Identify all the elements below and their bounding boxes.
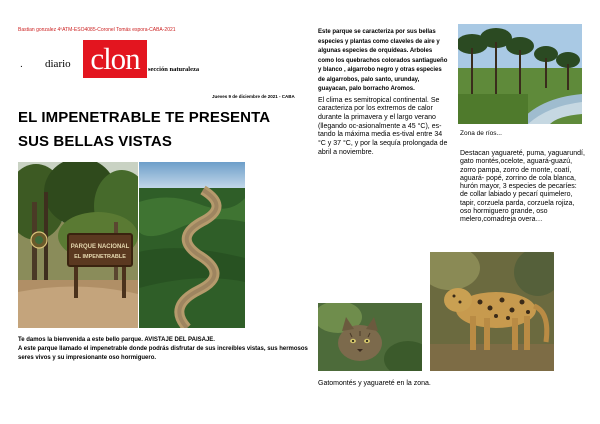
intro-line2: A este parque llamado el impenetrable donde podrás disfrutar de sus increíbles vistas, sus hermosos seres vivos y su impresionante oso hormiguero. — [18, 346, 308, 361]
brand-logo: clon — [83, 40, 147, 78]
climate-text: El clima es semitropical continental. Se caracteriza por los extremos de calor durante la primavera y el largo verano (llegando oc-asionalmente a 45 °C), es-tando la máxima media es-tival entre 34 °C y 37 °C, y por la sequía prolongada de abril a noviembre. — [318, 96, 448, 156]
text-column — [318, 28, 448, 157]
sign-line2: EL IMPENETRABLE — [74, 254, 126, 260]
river-zone-caption: Zona de ríos... — [460, 130, 502, 137]
dateline: Jueves 9 de diciembre de 2021 - CABA — [212, 94, 295, 99]
jaguar-photo — [430, 252, 554, 371]
flora-text: Este parque se caracteriza por sus bellas especies y plantas como claveles de aire y algunas especies de orquídeas. Arboles como los quebrachos colorados santiagueño y blanco , algarrobo negro y otras especies de algarrobos, palo santo, urunday, guayacan, palo borracho Aromos. — [318, 29, 448, 92]
brand-section: sección naturaleza — [148, 66, 200, 73]
fauna-text — [460, 150, 586, 225]
intro-line1: Te damos la bienvenida a este bello parque. AVISTAJE DEL PAISAJE. — [18, 337, 215, 343]
sign-line1: PARQUE NACIONAL — [70, 244, 130, 250]
brand-prefix: diario — [45, 58, 71, 70]
headline: EL IMPENETRABLE TE PRESENTA SUS BELLAS VISTAS — [18, 109, 270, 150]
river-zone-photo — [458, 24, 582, 124]
author-line: Bastian gonzalez 4ºATM-ESO4085-Coronel Tomás espora-CABA-2021 — [18, 27, 176, 33]
intro-text — [18, 336, 308, 363]
fauna-paragraph: Destacan yaguareté, puma, yaguarundí, gato montés,ocelote, aguará-guazú, zorro pampa, zorro de monte, coatí, aguará- popé, zorrino de cola blanca, hurón mayor, 3 especies de pecaríes: de collar labiado y pecarí quimelero, tapir, corzuela parda, corzuela rojiza, oso hormiguero grande, oso melero,comadreja overa… — [460, 150, 585, 224]
wildcat-photo — [318, 303, 422, 371]
brand-dot: . — [20, 59, 23, 70]
park-sign-photo — [18, 162, 138, 328]
aerial-river-photo — [139, 162, 245, 328]
animals-caption: Gatomontés y yaguareté en la zona. — [318, 380, 431, 387]
